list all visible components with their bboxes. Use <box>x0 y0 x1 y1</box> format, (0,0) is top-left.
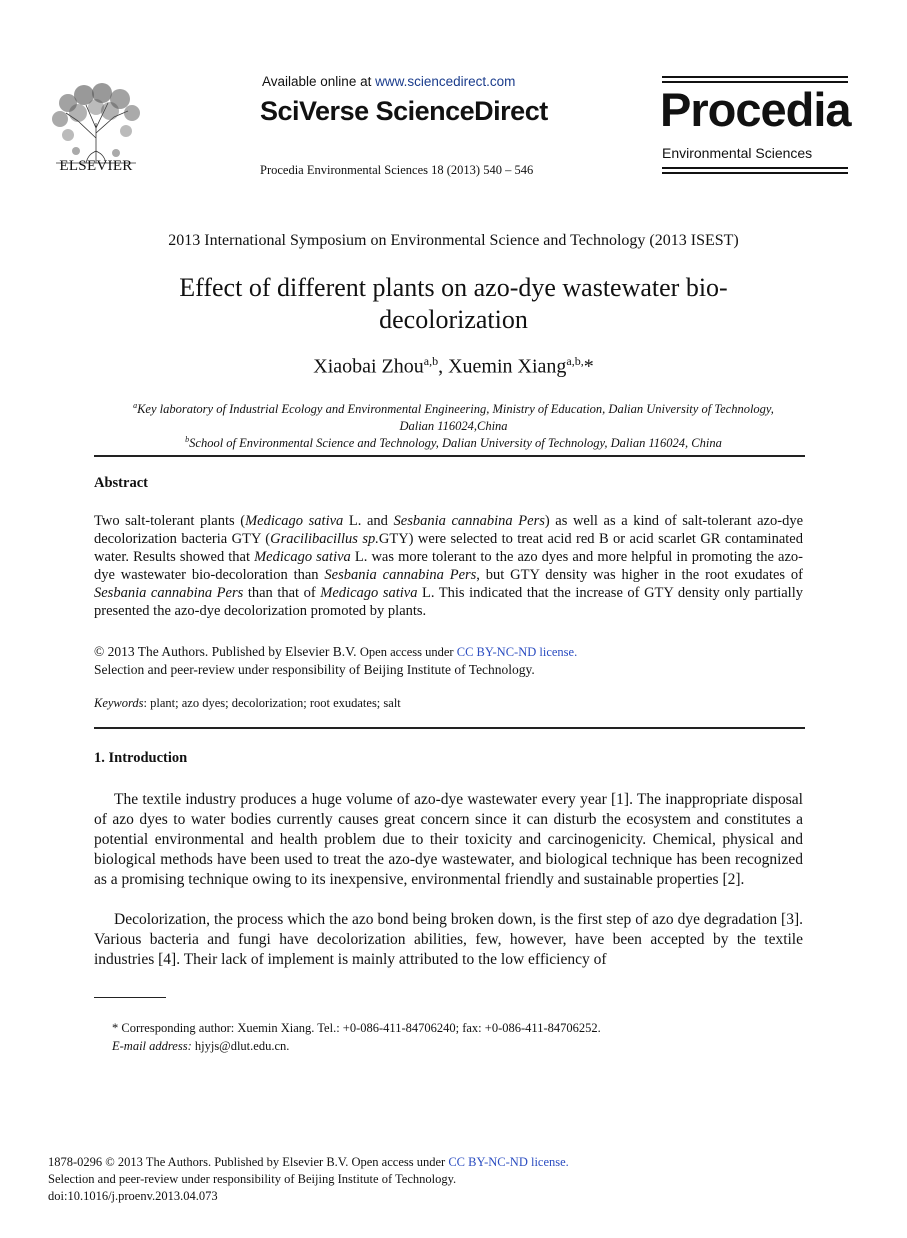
introduction-heading: 1. Introduction <box>94 750 188 766</box>
species-medicago: Medicago sativa <box>254 549 351 565</box>
footer-copyright <box>48 1154 569 1171</box>
available-prefix: Available online at <box>262 74 376 89</box>
conference-name: 2013 International Symposium on Environmental Science and Technology (2013 ISEST) <box>168 232 739 249</box>
intro-paragraph-2: Decolorization, the process which the azo bond being broken down, is the first step of azo dye degradation [3]. Various bacteria and fungi have decolorization abilities, few, however, have been accepted by the textile industries [4]. Their lack of implement is mainly attributed to the low efficiency of <box>94 911 803 968</box>
peer-review-line: Selection and peer-review under responsibility of Beijing Institute of Technology. <box>94 662 535 677</box>
species-sesbania: Sesbania cannabina Pers <box>324 567 477 583</box>
footer-issn-copyright: 1878-0296 © 2013 The Authors. Published by Elsevier B.V. <box>48 1155 352 1169</box>
available-online-line <box>262 74 515 89</box>
email-note <box>112 1039 289 1054</box>
species-medicago: Medicago sativa <box>245 513 344 529</box>
affiliation-a-line-1: Key laboratory of Industrial Ecology and Environmental Engineering, Ministry of Education, Dalian University of Technology, <box>137 402 774 417</box>
affiliation-b-text: School of Environmental Science and Technology, Dalian University of Technology, Dalian 116024, China <box>189 436 722 451</box>
author-list <box>0 354 907 379</box>
abstract-top-rule <box>94 455 805 457</box>
keywords-label: Keywords <box>94 696 144 710</box>
procedia-subtitle: Environmental Sciences <box>662 145 813 161</box>
abstract-bottom-rule <box>94 727 805 729</box>
paper-title <box>100 272 807 336</box>
keywords-list: : plant; azo dyes; decolorization; root exudates; salt <box>143 696 401 710</box>
footer-doi[interactable]: doi:10.1016/j.proenv.2013.04.073 <box>48 1189 218 1203</box>
title-line-1: Effect of different plants on azo-dye wastewater bio- <box>179 273 728 302</box>
journal-reference: Procedia Environmental Sciences 18 (2013) 540 – 546 <box>260 163 534 177</box>
corresponding-author-note: * Corresponding author: Xuemin Xiang. Tel.: +0-086-411-84706240; fax: +0-086-411-84706252. <box>112 1021 601 1035</box>
species-sesbania: Sesbania cannabina Pers <box>94 585 244 601</box>
affiliation-b-mark: b <box>185 435 190 444</box>
abstract-heading: Abstract <box>94 475 148 491</box>
procedia-bottom-rule-1 <box>662 167 848 169</box>
corresponding-mark: * <box>583 355 594 378</box>
procedia-bottom-rule-2 <box>662 172 848 174</box>
affiliation-b <box>60 431 847 452</box>
email-address[interactable]: hjyjs@dlut.edu.cn. <box>191 1039 290 1053</box>
procedia-top-rule-1 <box>662 76 848 78</box>
species-sesbania: Sesbania cannabina Pers <box>393 513 545 529</box>
sciverse-sciencedirect-logo: SciVerse ScienceDirect <box>260 96 548 126</box>
footnote-rule <box>94 997 166 998</box>
author-2: Xuemin Xiang <box>448 355 567 378</box>
author-separator: , <box>438 355 449 378</box>
title-line-2: decolorization <box>379 305 528 334</box>
affiliation-a <box>60 397 847 435</box>
species-medicago: Medicago sativa <box>320 585 418 601</box>
procedia-logo: Procedia <box>660 83 851 136</box>
sciencedirect-url-link[interactable]: www.sciencedirect.com <box>375 74 516 89</box>
copyright-text: © 2013 The Authors. Published by Elsevier B.V. <box>94 644 360 659</box>
license-link[interactable]: CC BY-NC-ND license. <box>456 645 578 659</box>
footer-open-access: Open access under <box>351 1155 449 1169</box>
species-gracilibacillus: Gracilibacillus sp. <box>270 531 379 547</box>
keywords-line <box>94 696 401 711</box>
intro-paragraph-1: The textile industry produces a huge volume of azo-dye wastewater every year [1]. The inappropriate disposal of azo dyes to water bodies currently causes great concern since it can disturb the ecosystem and constitutes a potential environmental and health problem due to their toxicity and carcinogenicity. Chemical, physical and biological methods have been used to treat the azo-dye wastewater, and biological technique has been recognized as a promising technique owing to its inexpensive, environmental friendly and sustainable properties [2]. <box>94 791 803 888</box>
author-2-affiliation: a,b, <box>566 354 584 368</box>
affiliation-a-line-2: Dalian 116024,China <box>399 419 508 434</box>
copyright-line <box>94 643 577 661</box>
author-1-affiliation: a,b <box>423 354 439 368</box>
affiliation-a-mark: a <box>133 401 138 410</box>
author-1: Xiaobai Zhou <box>313 355 424 378</box>
abstract-text: Two salt-tolerant plants (Medicago sativa L. and Sesbania cannabina Pers) as well as a kind of salt-tolerant azo-dye decolorization bacteria GTY (Gracilibacillus sp.GTY) were selected to treat acid red B or acid scarlet GR contaminated water. Results showed that Medicago sativa L. was more tolerant to the azo dyes and more helpful in promoting the azo-dye wastewater bio-decoloration than Sesbania cannabina Pers, but GTY density was higher in the root exudates of Sesbania cannabina Pers than that of Medicago sativa L. This indicated that the increase of GTY density only partially presented the azo-dye decolorization promoted by plants. <box>94 513 804 619</box>
elsevier-wordmark: ELSEVIER <box>59 158 133 174</box>
open-access-text: Open access under <box>359 645 457 659</box>
footer-license-link[interactable]: CC BY-NC-ND license. <box>448 1155 569 1169</box>
email-label: E-mail address: <box>112 1039 192 1053</box>
footer-peer-review: Selection and peer-review under responsibility of Beijing Institute of Technology. <box>48 1172 457 1186</box>
